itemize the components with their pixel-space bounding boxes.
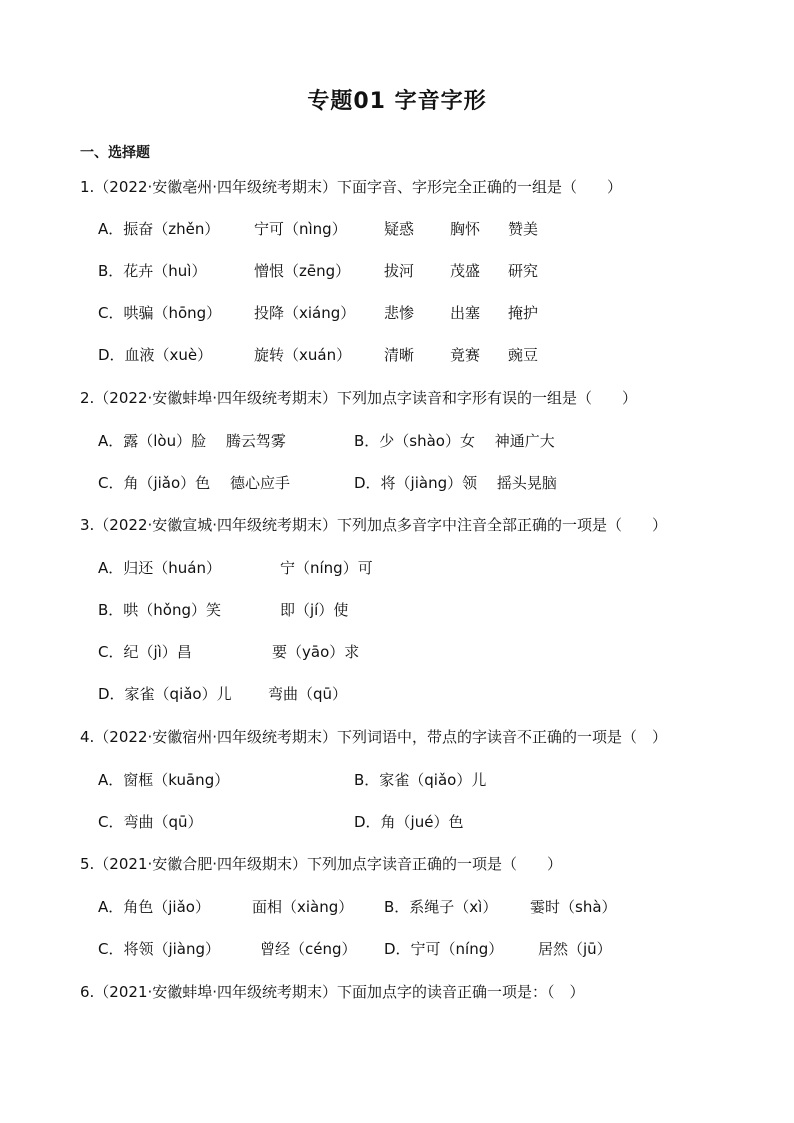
q2-option-a: A．露（lòu）脸 腾云驾雾 (98, 432, 286, 450)
q1-b-item-3: 拔河 (384, 262, 415, 280)
q3-d-item-1: D．家雀（qiǎo）儿 (98, 685, 232, 703)
page-title: 专题01 字音字形 (307, 89, 487, 114)
q1-c-item-4: 出塞 (450, 304, 481, 322)
question-4-stem: 4.（2022·安徽宿州·四年级统考期末）下列词语中，带点的字读音不正确的一项是（ ） (80, 728, 668, 746)
q1-d-item-4: 竟赛 (450, 346, 481, 364)
section-heading: 一、选择题 (80, 145, 150, 161)
q1-c-item-5: 掩护 (508, 304, 539, 322)
q3-b-item-2: 即（jí）使 (280, 601, 349, 619)
q1-d-item-2: 旋转（xuán） (254, 346, 352, 364)
q4-option-a: A．窗框（kuāng） (98, 771, 230, 789)
q5-b-item-1: B．系绳子（xì） (384, 898, 498, 916)
q1-c-item-3: 悲惨 (384, 304, 415, 322)
q1-d-item-1: D．血液（xuè） (98, 346, 213, 364)
q1-a-item-1: A．振奋（zhěn） (98, 220, 220, 238)
q1-c-item-2: 投降（xiáng） (254, 304, 356, 322)
q3-c-item-1: C．纪（jì）昌 (98, 643, 192, 661)
q1-a-item-4: 胸怀 (450, 220, 481, 238)
q5-a-item-1: A．角色（jiǎo） (98, 898, 210, 916)
q4-option-b: B．家雀（qiǎo）儿 (354, 771, 487, 789)
q3-b-item-1: B．哄（hǒng）笑 (98, 601, 222, 619)
q2-option-d: D．将（jiàng）领 摇头晃脑 (354, 474, 557, 492)
q1-b-item-2: 憎恨（zēng） (254, 262, 351, 280)
q5-b-item-2: 霎时（shà） (530, 898, 617, 916)
q1-d-item-3: 清晰 (384, 346, 415, 364)
q2-option-b: B．少（shào）女 神通广大 (354, 432, 555, 450)
question-6-stem: 6.（2021·安徽蚌埠·四年级统考期末）下面加点字的读音正确一项是：（ ） (80, 983, 585, 1001)
q1-d-item-5: 豌豆 (508, 346, 539, 364)
q1-a-item-5: 赞美 (508, 220, 539, 238)
q1-a-item-3: 疑惑 (384, 220, 415, 238)
question-5-stem: 5.（2021·安徽合肥·四年级期末）下列加点字读音正确的一项是（ ） (80, 855, 563, 873)
q2-option-c: C．角（jiǎo）色 德心应手 (98, 474, 290, 492)
q3-d-item-2: 弯曲（qū） (268, 685, 348, 703)
q5-d-item-1: D．宁可（níng） (384, 940, 504, 958)
q3-a-item-2: 宁（níng）可 (280, 559, 373, 577)
q5-d-item-2: 居然（jū） (538, 940, 612, 958)
q4-option-d: D．角（jué）色 (354, 813, 464, 831)
q4-option-c: C．弯曲（qū） (98, 813, 203, 831)
q1-a-item-2: 宁可（nìng） (254, 220, 347, 238)
question-3-stem: 3.（2022·安徽宣城·四年级统考期末）下列加点多音字中注音全部正确的一项是（ ） (80, 516, 668, 534)
q3-c-item-2: 要（yāo）求 (272, 643, 360, 661)
q5-c-item-2: 曾经（céng） (260, 940, 357, 958)
q3-a-item-1: A．归还（huán） (98, 559, 221, 577)
q1-c-item-1: C．哄骗（hōng） (98, 304, 222, 322)
q5-a-item-2: 面相（xiàng） (252, 898, 354, 916)
question-2-stem: 2.（2022·安徽蚌埠·四年级统考期末）下列加点字读音和字形有误的一组是（ ） (80, 389, 638, 407)
q1-b-item-5: 研究 (508, 262, 539, 280)
q1-b-item-4: 茂盛 (450, 262, 481, 280)
q5-c-item-1: C．将领（jiàng） (98, 940, 221, 958)
q1-b-item-1: B．花卉（huì） (98, 262, 207, 280)
question-1-stem: 1.（2022·安徽亳州·四年级统考期末）下面字音、字形完全正确的一组是（ ） (80, 178, 623, 196)
